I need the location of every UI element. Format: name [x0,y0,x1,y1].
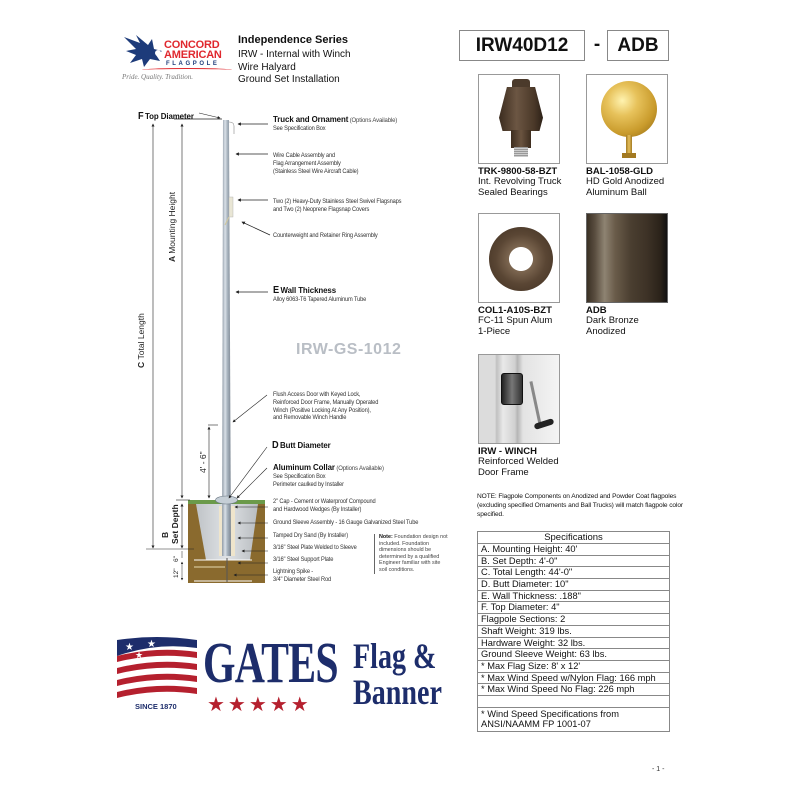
finish-code-box: ADB [607,30,669,61]
callout-truck: Truck and Ornament (Options Available) See Specification Box [273,114,398,132]
callout-butt-diameter: D Butt Diameter [272,440,331,451]
component-desc: Door Frame [478,466,529,478]
component-code: ADB [586,305,607,316]
callout-sleeve: Ground Sleeve Assembly - 16 Gauge Galvanized Steel Tube [273,519,419,526]
spec-row: A. Mounting Height: 40' [478,544,669,556]
spec-row: E. Wall Thickness: .188" [478,591,669,603]
page-number: - 1 - [652,766,665,773]
component-card-truck [478,74,588,198]
callout-counterweight: Counterweight and Retainer Ring Assembly [273,232,378,239]
spike-depth-label: 12" [173,568,180,578]
component-desc: Int. Revolving Truck [478,176,562,187]
mounting-height-label: A Mounting Height [167,191,177,262]
color-note: NOTE: Flagpole Components on Anodized and Powder Coat flagpoles (excluding specified Ornaments and Ball Trucks) will match flagpole color specified. [477,493,683,518]
component-desc: Dark Bronze [586,315,639,326]
component-desc: Sealed Bearings [478,186,548,198]
top-diameter-label: F Top Diameter [138,111,194,122]
drawing-number-watermark: IRW-GS-1012 [296,341,402,358]
callout-plate-welded: 3/16" Steel Plate Welded to Sleeve [273,544,357,551]
svg-text:★: ★ [135,650,144,660]
american-flag-icon [117,636,197,711]
component-code: BAL-1058-GLD [586,166,654,177]
spec-row: F. Top Diameter: 4" [478,602,669,614]
svg-text:★: ★ [147,639,156,650]
spec-row: Flagpole Sections: 2 [478,614,669,626]
brand-tagline: Pride. Quality. Tradition. [122,73,193,81]
series-line-1: IRW - Internal with Winch [238,49,351,60]
part-number-separator: - [593,34,601,55]
component-desc: HD Gold Anodized [586,176,665,187]
callout-sand: Tamped Dry Sand (By Installer) [273,532,348,539]
specifications-table [477,531,670,732]
spec-row-blank [478,696,669,708]
brand-swoosh [142,68,232,72]
finish-swatch [586,213,668,303]
truck-ornament-image [478,74,560,164]
svg-text:★: ★ [125,642,134,653]
spec-row: * Max Wind Speed w/Nylon Flag: 166 mph [478,673,669,685]
gates-wordmark: GATES [203,630,338,695]
callout-cable: Wire Cable Assembly and Flag Arrangement Assembly (Stainless Steel Wire Aircraft Cable) [273,152,359,175]
spec-row: * Max Wind Speed No Flag: 226 mph [478,684,669,696]
component-card-winch [478,354,588,478]
callout-wall-thickness: E Wall Thickness Alloy 6063-T6 Tapered Aluminum Tube [273,285,367,303]
callout-plate-support: 3/16" Steel Support Plate [273,556,334,563]
total-length-label: C Total Length [136,313,146,368]
model-number-box: IRW40D12 [459,30,585,61]
spec-row: B. Set Depth: 4'-0" [478,556,669,568]
eagle-icon [122,33,166,71]
spec-row: Shaft Weight: 319 lbs. [478,626,669,638]
winch-image [478,354,560,444]
component-desc: FC-11 Spun Alum [478,315,553,326]
callout-lightning-spike: Lightning Spike - 3/4" Diameter Steel Rod [273,568,332,583]
brand-name-line2: AMERICAN [164,49,222,61]
concord-american-logo [122,33,232,83]
component-desc: Reinforced Welded [478,456,559,467]
door-height-label: 4' - 6" [198,451,208,473]
spec-row: Hardware Weight: 32 lbs. [478,638,669,650]
specifications-title: Specifications [478,532,669,544]
set-depth-letter: B [160,531,170,538]
brand-name-line3: FLAGPOLE [166,61,220,67]
spec-row: C. Total Length: 44'-0" [478,567,669,579]
component-desc: 1-Piece [478,325,511,337]
component-code: TRK-9800-58-BZT [478,166,558,177]
brand-name-line1: CONCORD [164,39,220,51]
component-desc: Aluminum Ball [586,186,647,198]
callout-cap: 2" Cap - Cement or Waterproof Compound and Hardwood Wedges (By Installer) [273,498,376,513]
callout-access-door: Flush Access Door with Keyed Lock, Reinforced Door Frame, Manually Operated Winch (Positive Locking At Any Position), and Removable Winch Handle [273,391,379,422]
series-line-3: Ground Set Installation [238,74,340,85]
spec-footnote-line2: ANSI/NAAMM FP 1001-07 [481,719,591,730]
component-code: COL1-A10S-BZT [478,305,552,316]
banner-wordmark: Banner [353,672,442,712]
collar-image [478,213,560,303]
spec-row: * Max Flag Size: 8' x 12' [478,661,669,673]
callout-flagsnaps: Two (2) Heavy-Duty Stainless Steel Swivel Flagsnaps and Two (2) Neoprene Flagsnap Covers [273,198,402,213]
plate-gap-label: 6" [173,556,180,562]
spec-row: D. Butt Diameter: 10" [478,579,669,591]
component-card-collar [478,213,588,337]
component-card-finish [586,213,696,337]
since-label: SINCE 1870 [135,702,177,711]
series-line-2: Wire Halyard [238,62,296,73]
gates-flag-banner-logo [117,630,452,716]
foundation-note: Note: Foundation design not included. Foundation dimensions should be determined by a qualified Engineer familiar with site soil conditions. [374,534,448,574]
flagpole-diagram [130,100,475,590]
series-title: Independence Series [238,34,349,46]
component-code: IRW - WINCH [478,446,537,457]
star-row-icon: ★★★★★ [207,694,312,716]
spec-row: Ground Sleeve Weight: 63 lbs. [478,649,669,661]
callout-collar: Aluminum Collar (Options Available) See Specification Box Perimeter caulked by Installer [273,462,384,488]
flag-and-wordmark: Flag & [353,636,437,676]
component-desc: Anodized [586,325,626,337]
set-depth-label: Set Depth [170,504,180,544]
component-card-ball [586,74,696,198]
spec-footnote-line1: * Wind Speed Specifications from [481,708,619,719]
spec-footnote [478,708,669,731]
gold-ball-image [586,74,668,164]
